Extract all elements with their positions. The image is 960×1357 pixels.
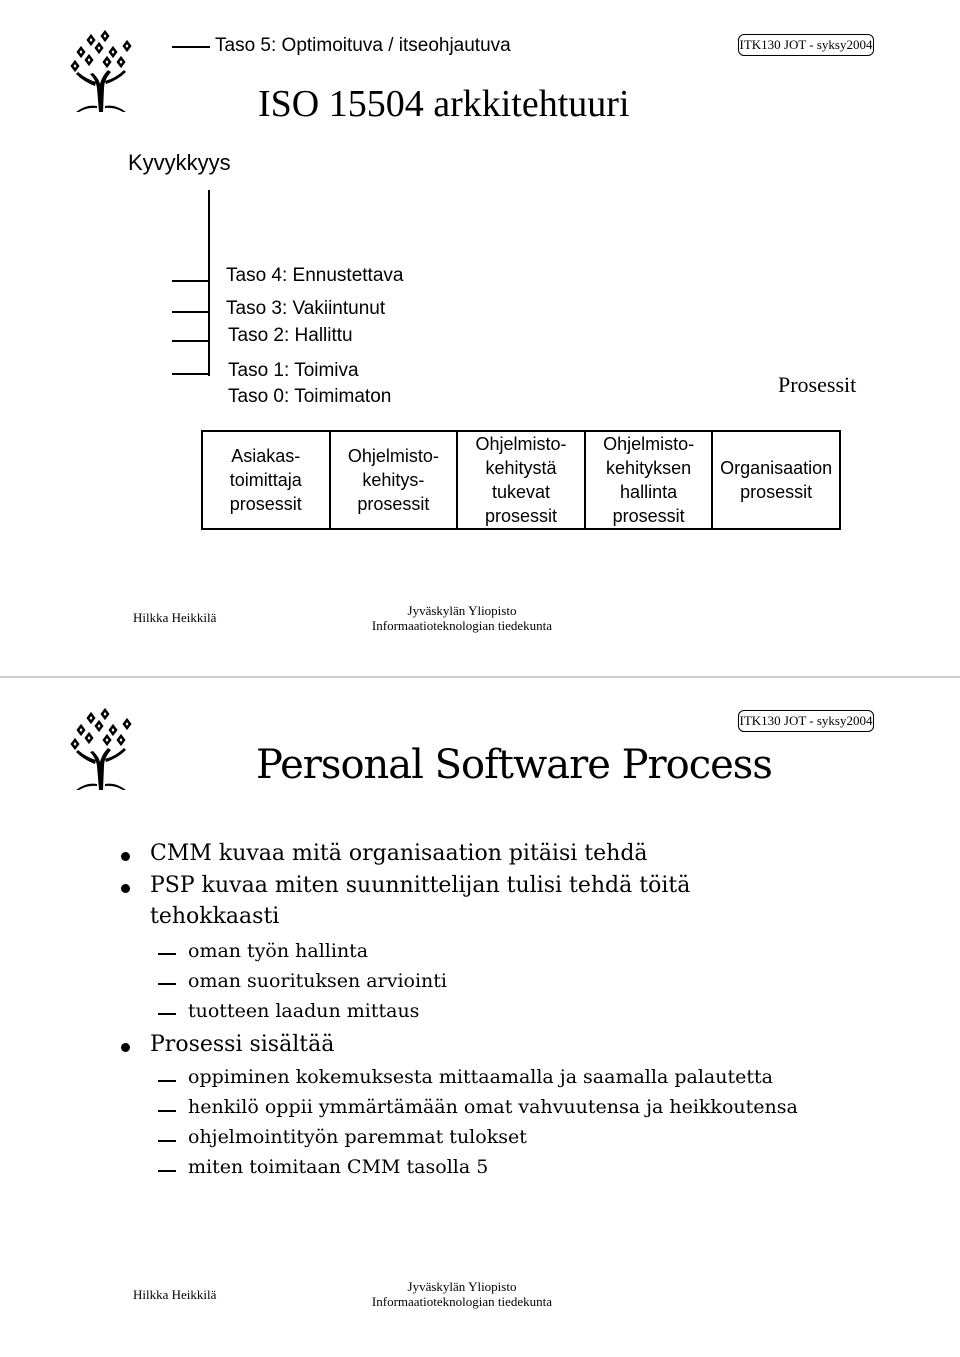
footer-faculty: Informaatioteknologian tiedekunta [371,618,553,633]
level-3-tick [172,311,210,313]
sub-bullet-item: oman suorituksen arviointi [188,970,447,992]
footer-author: Hilkka Heikkilä [133,1287,217,1302]
level-5-tick [172,46,210,48]
tree-logo-icon [66,708,136,790]
sub-bullet-item: oppiminen kokemuksesta mittaamalla ja saamalla palautetta [188,1066,773,1088]
dash-icon [158,1110,176,1112]
dash-icon [158,1013,176,1015]
process-category-cell [458,432,586,528]
course-badge: ITK130 JOT - syksy2004 [738,710,874,732]
sub-bullet-item: miten toimitaan CMM tasolla 5 [188,1156,489,1178]
tree-logo-icon [66,30,136,112]
process-category-label: Organisaation prosessit [720,458,833,502]
dash-icon [158,983,176,985]
dash-icon [158,1140,176,1142]
dash-icon [158,953,176,955]
sub-bullet-item: henkilö oppii ymmärtämään omat vahvuutensa ja heikkoutensa [188,1096,798,1118]
footer-faculty: Informaatioteknologian tiedekunta [371,1294,553,1309]
course-badge: ITK130 JOT - syksy2004 [738,34,874,56]
slide-title: Personal Software Process [256,742,772,788]
process-category-cell [331,432,459,528]
level-0-label: Taso 0: Toimimaton [228,386,392,407]
capability-axis-line [208,190,210,376]
slide-iso15504 [0,0,960,676]
process-category-label: Ohjelmisto- kehityksen hallinta prosessit [603,434,695,526]
process-category-cell [713,432,839,528]
bullet-dot-icon [121,852,130,861]
level-3-label: Taso 3: Vakiintunut [226,298,386,319]
sub-bullet-item: tuotteen laadun mittaus [188,1000,420,1022]
footer-author: Hilkka Heikkilä [133,610,217,625]
level-1-label: Taso 1: Toimiva [228,360,359,381]
footer-university: Jyväskylän Yliopisto [407,603,517,618]
level-2-label: Taso 2: Hallittu [228,325,353,346]
footer-university: Jyväskylän Yliopisto [407,1279,517,1294]
sub-bullet-item: oman työn hallinta [188,940,369,962]
bullet-item: PSP kuvaa miten suunnittelijan tulisi tehdä töitä [150,873,691,898]
process-category-label: Ohjelmisto- kehitystä tukevat prosessit [475,434,567,526]
bullet-dot-icon [121,884,130,893]
sub-bullet-item: ohjelmointityön paremmat tulokset [188,1126,527,1148]
bullet-dot-icon [121,1043,130,1052]
process-category-cell [586,432,714,528]
level-1-tick [172,373,210,375]
level-5-label: Taso 5: Optimoituva / itseohjautuva [215,35,511,56]
process-category-table [201,430,841,530]
level-2-tick [172,340,210,342]
process-category-label: Ohjelmisto- kehitys- prosessit [347,446,439,514]
process-category-cell [203,432,331,528]
dash-icon [158,1170,176,1172]
capability-axis-label: Kyvykkyys [128,150,231,175]
level-4-tick [172,280,210,282]
dash-icon [158,1080,176,1082]
bullet-item-continuation: tehokkaasti [150,904,280,929]
slide-title: ISO 15504 arkkitehtuuri [258,83,630,125]
process-category-label: Asiakas- toimittaja prosessit [229,446,302,514]
bullet-item: CMM kuvaa mitä organisaation pitäisi tehdä [150,841,648,866]
processes-axis-label: Prosessit [778,372,857,397]
level-4-label: Taso 4: Ennustettava [226,265,404,286]
bullet-item: Prosessi sisältää [150,1032,335,1057]
